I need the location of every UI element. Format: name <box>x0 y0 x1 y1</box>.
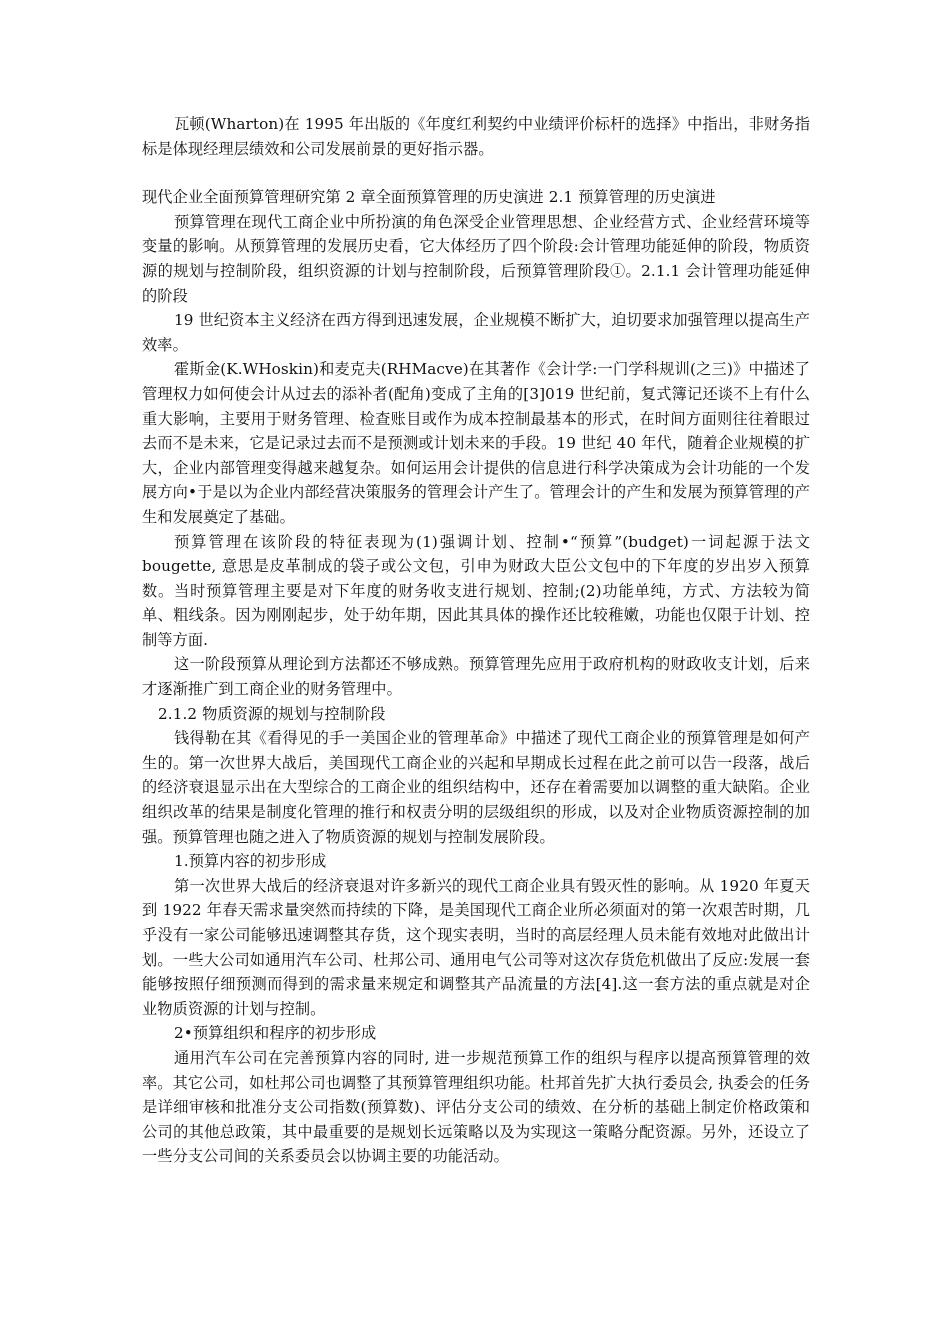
paragraph-recession: 第一次世界大战后的经济衰退对许多新兴的现代工商企业具有毁灭性的影响。从 1920 年夏天到 1922 年春天需求量突然而持续的下降，是美国现代工商企业所必须面对的第一次艰苦时期，几乎没有一家公司能够迅速调整其存货，这个现实表明，当时的高层经理人员未能有效地对此做出计划。一些大公司如通用汽车公司、杜邦公司、通用电气公司等对这次存货危机做出了反应:发展一套能够按照仔细预测而得到的需求量来规定和调整其产品流量的方法[4].这一套方法的重点就是对企业物质资源的计划与控制。 <box>142 876 810 1018</box>
paragraph-hoskin-macve: 霍斯金(K.WHoskin)和麦克夫(RHMacve)在其著作《会计学:一门学科规训(之三)》中描述了管理权力如何使会计从过去的添补者(配角)变成了主角的[3]019 世纪前，复式簿记还谈不上有什么重大影响，主要用于财务管理、检查账目或作为成本控制最基本的形式，在时间方面则往往着眼过去而不是未来，它是记录过去而不是预测或计划未来的手段。19 世纪 40 年代，随着企业规模的扩大，企业内部管理变得越来越复杂。如何运用会计提供的信息进行科学决策成为会计功能的一个发展方向•于是以为企业内部经营决策服务的管理会计产生了。管理会计的产生和发展为预算管理的产生和发展奠定了基础。 <box>142 360 810 526</box>
paragraph-budget-stages: 预算管理在现代工商企业中所扮演的角色深受企业管理思想、企业经营方式、企业经营环境等变量的影响。从预算管理的发展历史看，它大体经历了四个阶段:会计管理功能延伸的阶段，物质资源的规划与控制阶段，组织资源的计划与控制阶段，后预算管理阶段①。2.1.1 会计管理功能延伸的阶段 <box>142 212 810 305</box>
chapter-heading: 现代企业全面预算管理研究第 2 章全面预算管理的历史演进 2.1 预算管理的历史演进 <box>142 188 716 207</box>
subheading-budget-organization: 2•预算组织和程序的初步形成 <box>174 1024 377 1043</box>
paragraph-general-motors: 通用汽车公司在完善预算内容的同时, 进一步规范预算工作的组织与程序以提高预算管理的效率。其它公司，如杜邦公司也调整了其预算管理组织功能。杜邦首先扩大执行委员会, 执委会的任务是详细审核和批准分支公司指数(预算数)、评估分支公司的绩效、在分析的基础上制定价格政策和公司的其他总政策，其中最重要的是规划长远策略以及为实现这一策略分配资源。另外，还设立了一些分支公司间的关系委员会以协调主要的功能活动。 <box>142 1048 810 1166</box>
section-heading-2-1-2: 2.1.2 物质资源的规划与控制阶段 <box>158 704 386 723</box>
paragraph-19th-century: 19 世纪资本主义经济在西方得到迅速发展，企业规模不断扩大，迫切要求加强管理以提高生产效率。 <box>142 311 810 354</box>
document-page <box>142 112 810 1169</box>
paragraph-wharton: 瓦顿(Wharton)在 1995 年出版的《年度红利契约中业绩评价标杆的选择》中指出，非财务指标是体现经理层绩效和公司发展前景的更好指示器。 <box>142 115 810 158</box>
paragraph-stage-features: 预算管理在该阶段的特征表现为(1)强调计划、控制•“预算”(budget)一词起源于法文 bougette, 意思是皮革制成的袋子或公文包，引申为财政大臣公文包中的下年度的岁出岁入预算数。当时预算管理主要是对下年度的财务收支进行规划、控制;(2)功能单纯，方式、方法较为简单、粗线条。因为刚刚起步，处于幼年期，因此其具体的操作还比较稚嫩，功能也仅限于计划、控制等方面. <box>142 532 811 649</box>
paragraph-chandler: 钱得勒在其《看得见的手一美国企业的管理革命》中描述了现代工商企业的预算管理是如何产生的。第一次世界大战后，美国现代工商企业的兴起和早期成长过程在此之前可以告一段落，战后的经济衰退显示出在大型综合的工商企业的组织结构中，还存在着需要加以调整的重大缺陷。企业组织改革的结果是制度化管理的推行和权责分明的层级组织的形成，以及对企业物质资源控制的加强。预算管理也随之进入了物质资源的规划与控制发展阶段。 <box>142 729 810 846</box>
paragraph-stage-immature: 这一阶段预算从理论到方法都还不够成熟。预算管理先应用于政府机构的财政收支计划，后来才逐渐推广到工商企业的财务管理中。 <box>142 655 810 699</box>
subheading-budget-content: 1.预算内容的初步形成 <box>174 852 327 871</box>
